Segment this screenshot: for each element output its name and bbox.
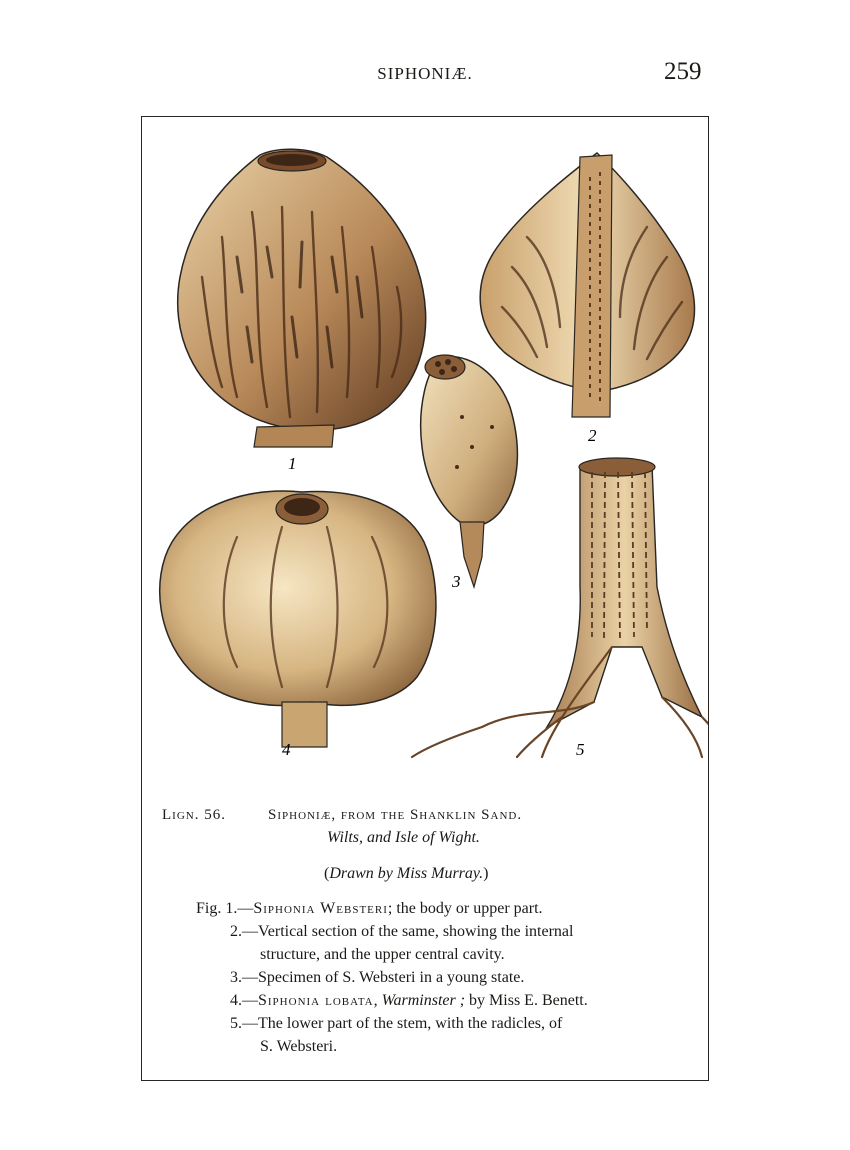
figure-number-3: 3 — [452, 572, 461, 591]
locality: Warminster ; — [381, 992, 466, 1009]
figure-text: Specimen of S. Websteri in a young state. — [258, 969, 525, 986]
figure-4-siphonia-lobata — [160, 491, 436, 747]
figure-text: by Miss E. Benett. — [465, 992, 588, 1009]
figure-label: 4.— — [230, 992, 258, 1009]
figure-1-siphonia-websteri-body — [178, 149, 426, 447]
species-name: Siphonia Websteri — [253, 900, 388, 917]
figure-description-2 — [230, 923, 573, 941]
figure-separator: , — [373, 992, 382, 1009]
figure-description-5 — [230, 1015, 562, 1033]
figure-label: 3.— — [230, 969, 258, 986]
figure-description-4 — [230, 992, 588, 1010]
figure-text: ; the body or upper part. — [387, 900, 543, 917]
plate-frame — [141, 116, 709, 1081]
page-header-title: SIPHONIÆ. — [377, 64, 473, 83]
running-head — [0, 58, 850, 88]
figure-number-4: 4 — [282, 740, 291, 759]
plate-illustration — [142, 117, 708, 777]
credit-text: Drawn by Miss Murray. — [329, 865, 484, 882]
figure-description-5-continued — [260, 1038, 337, 1056]
figure-label: Fig. 1.— — [196, 900, 254, 917]
figure-number-2: 2 — [588, 426, 597, 445]
figure-description-2-continued — [260, 946, 505, 964]
figure-number-1: 1 — [288, 454, 297, 473]
credit-open-paren: ( — [324, 865, 330, 882]
plate-subtitle: Wilts, and Isle of Wight. — [327, 829, 480, 846]
figure-description-3 — [230, 969, 524, 987]
figure-description-1 — [196, 900, 543, 918]
figure-number-5: 5 — [576, 740, 585, 759]
figure-text: S. Websteri. — [260, 1038, 338, 1055]
figure-2-vertical-section — [480, 153, 694, 417]
plate-lign-label: Lign. 56. — [162, 807, 226, 823]
artist-credit — [324, 865, 488, 883]
figure-text: Vertical section of the same, showing the internal — [258, 923, 574, 940]
figure-label: 2.— — [230, 923, 258, 940]
credit-close-paren: ) — [483, 865, 489, 882]
figure-text: The lower part of the stem, with the radicles, of — [258, 1015, 563, 1032]
plate-title: Siphoniæ, from the Shanklin Sand. — [268, 807, 523, 823]
figure-text: structure, and the upper central cavity. — [260, 946, 505, 963]
figure-3-young-specimen — [421, 355, 518, 587]
figure-label: 5.— — [230, 1015, 258, 1032]
species-name: Siphonia lobata — [258, 992, 374, 1009]
page-number: 259 — [664, 58, 702, 85]
